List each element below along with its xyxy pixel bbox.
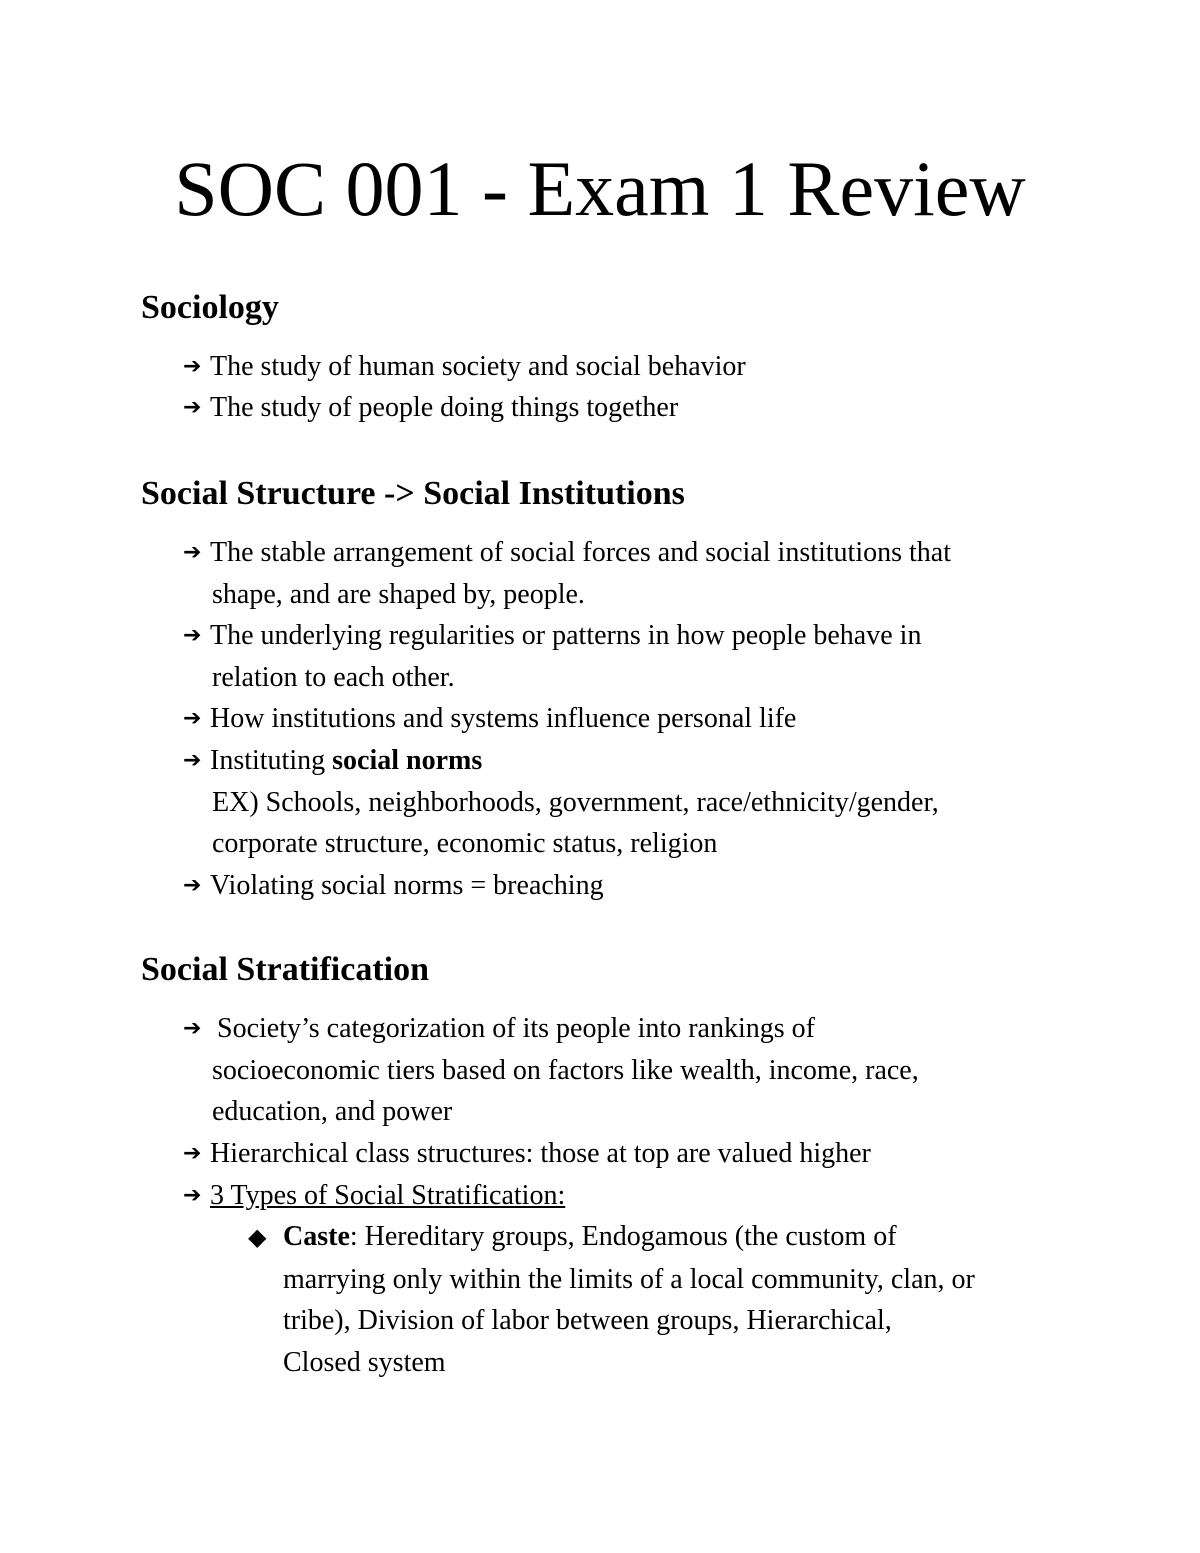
bold-term: Caste: [283, 1221, 350, 1252]
bullet-item: [183, 615, 1083, 698]
bullet-item: [183, 387, 1083, 429]
bullet-text: Society’s categorization of its people into rankings of: [210, 1013, 815, 1044]
arrow-bullet-icon: ➔: [183, 748, 202, 773]
bullet-text-continued: shape, and are shaped by, people.: [212, 578, 585, 610]
arrow-bullet-icon: ➔: [183, 354, 202, 379]
sub-bullet-text-continued: Closed system: [283, 1346, 446, 1378]
section-heading-sociology: Sociology: [141, 289, 279, 326]
bullet-text-continued: socioeconomic tiers based on factors like wealth, income, race,: [212, 1054, 919, 1086]
section-heading-social-stratification: Social Stratification: [141, 951, 430, 988]
bullet-example-line: EX) Schools, neighborhoods, government, race/ethnicity/gender,: [212, 786, 939, 818]
arrow-bullet-icon: ➔: [183, 1141, 202, 1166]
bullet-item: [183, 698, 1083, 740]
bullet-text: The study of people doing things together: [210, 392, 679, 423]
sub-bullet-text-continued: marrying only within the limits of a local community, clan, or: [283, 1263, 975, 1295]
arrow-bullet-icon: ➔: [183, 395, 202, 420]
section-heading-social-structure: Social Structure -> Social Institutions: [141, 475, 685, 512]
bullet-item: [183, 1175, 1083, 1217]
bold-term: social norms: [332, 745, 483, 776]
bullet-text: The study of human society and social behavior: [210, 351, 746, 382]
bullet-item: [183, 1133, 1083, 1175]
bullet-text: The stable arrangement of social forces and social institutions that: [210, 537, 951, 568]
sub-bullet-text: : Hereditary groups, Endogamous (the custom of: [349, 1221, 897, 1252]
bullet-item: [183, 532, 1083, 615]
bullet-text: Instituting: [210, 745, 333, 776]
sub-bullet-text-continued: tribe), Division of labor between groups, Hierarchical,: [283, 1305, 892, 1337]
bullet-text-underlined: 3 Types of Social Stratification:: [210, 1180, 566, 1211]
bullet-item: [183, 346, 1083, 388]
bullet-example-line: corporate structure, economic status, religion: [212, 828, 718, 860]
bullet-text: The underlying regularities or patterns in how people behave in: [210, 620, 922, 651]
arrow-bullet-icon: ➔: [183, 1183, 202, 1208]
arrow-bullet-icon: ➔: [183, 873, 202, 898]
bullet-item: [183, 1008, 1083, 1133]
bullet-text: How institutions and systems influence personal life: [210, 703, 797, 734]
bullet-text-continued: relation to each other.: [212, 661, 455, 693]
bullet-text: Hierarchical class structures: those at top are valued higher: [210, 1138, 871, 1169]
page-title: SOC 001 - Exam 1 Review: [174, 145, 1026, 232]
bullet-item: [183, 740, 1083, 865]
arrow-bullet-icon: ➔: [183, 540, 202, 565]
arrow-bullet-icon: ➔: [183, 1016, 202, 1041]
bullet-text: Violating social norms = breaching: [210, 870, 604, 901]
bullet-item: [183, 865, 1083, 907]
arrow-bullet-icon: ➔: [183, 623, 202, 648]
diamond-bullet-icon: ◆: [248, 1223, 267, 1251]
bullet-text-continued: education, and power: [212, 1096, 453, 1128]
arrow-bullet-icon: ➔: [183, 706, 202, 731]
sub-bullet-item: [248, 1216, 1078, 1383]
